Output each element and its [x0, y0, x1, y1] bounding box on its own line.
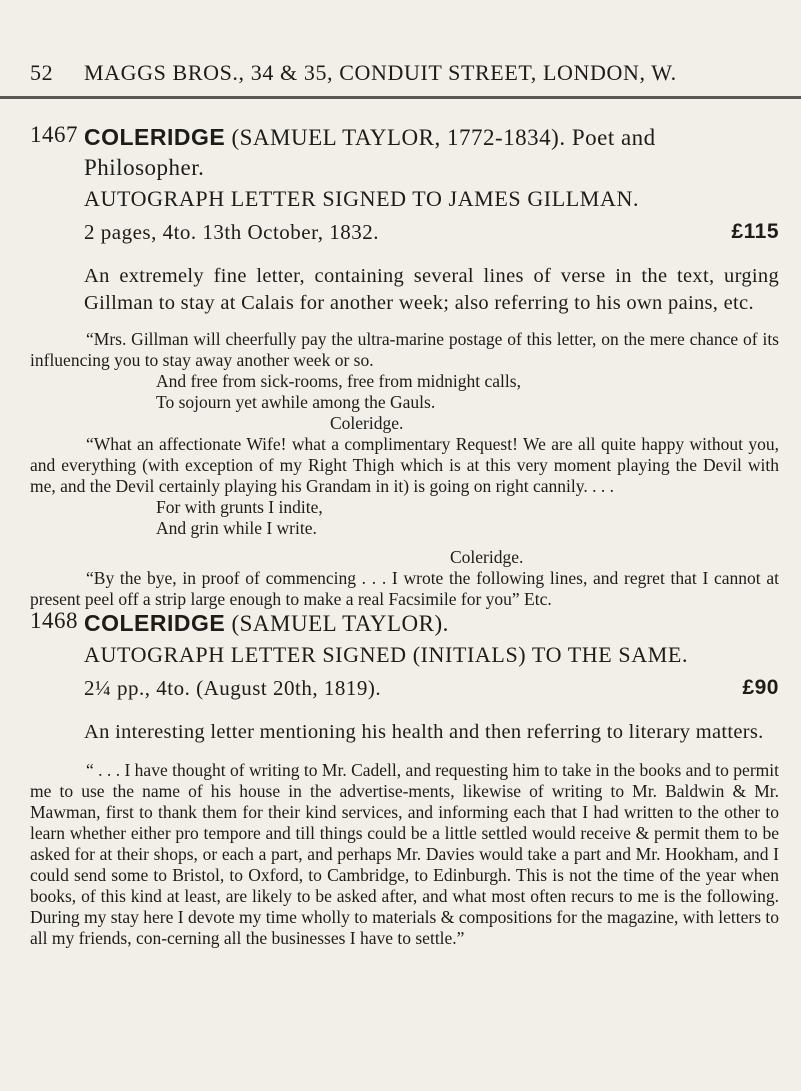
item-price: £90	[742, 676, 779, 699]
verse-line: To sojourn yet awhile among the Gauls.	[156, 392, 436, 412]
header-rule	[0, 96, 801, 99]
entry-heading	[84, 608, 779, 639]
verse-line: And grin while I write.	[156, 518, 317, 538]
author-name: COLERIDGE	[84, 124, 226, 150]
page-number: 52	[30, 60, 54, 85]
quote-paragraph: “What an affectionate Wife! what a complimentary Request! We are all quite happy without you, and everything (with exception of my Right Thigh which is at this very moment playing the Devil with me, and the Devil certainly playing his Grandam in it) is going on right cannily. . . .	[30, 434, 779, 496]
publisher-line: MAGGS BROS., 34 & 35, CONDUIT STREET, LONDON, W.	[84, 60, 677, 85]
item-price: £115	[731, 220, 779, 243]
author-name: COLERIDGE	[84, 610, 226, 636]
item-title: AUTOGRAPH LETTER SIGNED (INITIALS) TO THE SAME.	[84, 642, 689, 667]
item-details-row	[84, 671, 779, 705]
signature: Coleridge.	[450, 547, 524, 567]
author-details: (SAMUEL TAYLOR).	[225, 611, 449, 636]
letter-quote	[30, 760, 779, 949]
item-details: 2¼ pp., 4to. (August 20th, 1819).	[84, 676, 382, 700]
running-header	[30, 60, 677, 86]
author-details: (SAMUEL TAYLOR, 1772-1834). Poet and Philosopher.	[84, 125, 656, 180]
item-title: AUTOGRAPH LETTER SIGNED TO JAMES GILLMAN.	[84, 186, 640, 211]
lot-number: 1468	[30, 608, 78, 633]
verse-line: And free from sick-rooms, free from midnight calls,	[156, 371, 521, 391]
quote-paragraph: “Mrs. Gillman will cheerfully pay the ultra-marine postage of this letter, on the mere chance of its influencing you to stay away another week or so.	[30, 329, 779, 370]
quote-paragraph: “ . . . I have thought of writing to Mr. Cadell, and requesting him to take in the books and to permit me to use the name of his house in the advertise-ments, likewise of writing to Mr. Baldwin & Mr. Mawman, first to thank them for their kind services, and informing each that I had written to the other to learn whether either pro tempore and till things could be a little settled would receive & permit them to be asked for at their shops, or each a part, and perhaps Mr. Davies would take a part and Mr. Hookham, and I could send some to Bristol, to Oxford, to Cambridge, to Edinburgh. This is not the time of the year when books, of this kind at least, are likely to be asked after, and what most often recurs to me is the following. During my stay here I devote my time wholly to materials & compositions for the magazine, with letters to all my friends, con-cerning all the businesses I have to settle.”	[30, 760, 779, 948]
item-details: 2 pages, 4to. 13th October, 1832.	[84, 220, 380, 244]
item-description: An interesting letter mentioning his health and then referring to literary matters.	[84, 721, 764, 743]
lot-number: 1467	[30, 122, 78, 147]
verse-line: For with grunts I indite,	[156, 497, 323, 517]
item-details-row	[84, 215, 779, 249]
entry-heading	[84, 122, 779, 183]
catalogue-entry	[30, 608, 779, 949]
item-description: An extremely fine letter, containing several lines of verse in the text, urging Gillman to stay at Calais for another week; also referring to his own pains, etc.	[84, 265, 779, 314]
signature: Coleridge.	[330, 413, 404, 433]
letter-quote	[30, 329, 779, 610]
quote-paragraph: “By the bye, in proof of commencing . . . I wrote the following lines, and regret that I cannot at present peel off a strip large enough to make a real Facsimile for you” Etc.	[30, 568, 779, 609]
catalogue-entry	[30, 122, 779, 610]
